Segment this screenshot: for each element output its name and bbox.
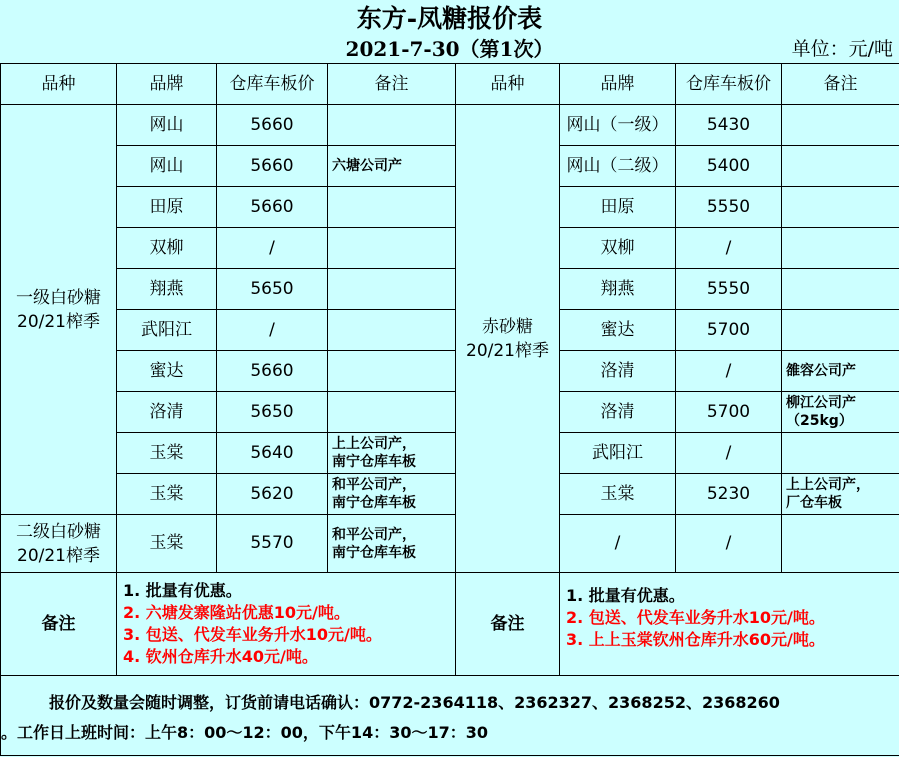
price-cell: 5650 (217, 392, 328, 433)
brand-cell: 双柳 (117, 228, 217, 269)
remark-item: 1. 批量有优惠。 (566, 586, 685, 605)
category-season: 20/21榨季 (466, 340, 549, 361)
price-cell: 5660 (217, 146, 328, 187)
table-row (1, 515, 899, 573)
page-title: 东方-凤糖报价表 (356, 4, 543, 33)
category-white-sugar-2 (1, 515, 117, 573)
note-cell (782, 228, 899, 269)
col-variety-right: 品种 (456, 64, 560, 105)
brand-cell: 翔燕 (560, 269, 676, 310)
category-name: 一级白砂糖 (16, 287, 101, 308)
table-row (1, 228, 899, 269)
price-cell: / (676, 351, 782, 392)
note-cell (782, 310, 899, 351)
brand-cell: 洛清 (117, 392, 217, 433)
price-cell: / (217, 228, 328, 269)
category-season: 20/21榨季 (17, 311, 100, 332)
price-cell: 5430 (676, 105, 782, 146)
remarks-right (560, 573, 899, 676)
remark-item: 2. 六塘发寨隆站优惠10元/吨。 (123, 603, 350, 622)
brand-cell: 网山（二级） (560, 146, 676, 187)
price-cell: 5700 (676, 392, 782, 433)
footer-hours: 。工作日上班时间：上午8：00～12：00，下午14：30～17：30 (1, 723, 488, 742)
price-cell: 5650 (217, 269, 328, 310)
remark-item: 3. 上上玉棠钦州仓库升水60元/吨。 (566, 630, 825, 649)
price-cell: / (676, 433, 782, 474)
brand-cell: 田原 (117, 187, 217, 228)
note-cell (782, 187, 899, 228)
note-cell (328, 310, 456, 351)
table-row (1, 187, 899, 228)
brand-cell: 网山（一级） (560, 105, 676, 146)
col-remark-right: 备注 (782, 64, 899, 105)
brand-cell: 网山 (117, 146, 217, 187)
brand-cell: 玉棠 (117, 515, 217, 573)
table-row (1, 269, 899, 310)
price-cell: 5570 (217, 515, 328, 573)
table-row (1, 146, 899, 187)
col-variety-left: 品种 (1, 64, 117, 105)
price-cell: 5620 (217, 474, 328, 515)
price-table (0, 63, 899, 756)
brand-cell: 田原 (560, 187, 676, 228)
brand-cell: 洛清 (560, 392, 676, 433)
note-cell (782, 433, 899, 474)
brand-cell: 玉棠 (117, 433, 217, 474)
price-cell: 5640 (217, 433, 328, 474)
brand-cell: 双柳 (560, 228, 676, 269)
table-row (1, 310, 899, 351)
price-cell: 5660 (217, 105, 328, 146)
table-row (1, 433, 899, 474)
footer (1, 676, 899, 756)
remarks-label-right: 备注 (456, 573, 560, 676)
note-cell (782, 105, 899, 146)
table-row (1, 392, 899, 433)
remarks-row (1, 573, 899, 676)
note-cell: 雒容公司产 (782, 351, 899, 392)
note-cell: 上上公司产， 厂仓车板 (782, 474, 899, 515)
price-cell: / (676, 228, 782, 269)
col-remark-left: 备注 (328, 64, 456, 105)
note-cell (328, 228, 456, 269)
category-white-sugar-1 (1, 105, 117, 515)
note-cell: 上上公司产， 南宁仓库车板 (328, 433, 456, 474)
category-brown-sugar (456, 105, 560, 573)
brand-cell: / (560, 515, 676, 573)
table-row (1, 351, 899, 392)
col-price-right: 仓库车板价 (676, 64, 782, 105)
price-cell: 5700 (676, 310, 782, 351)
note-cell: 和平公司产， 南宁仓库车板 (328, 474, 456, 515)
brand-cell: 网山 (117, 105, 217, 146)
footer-contact: 报价及数量会随时调整，订货前请电话确认：0772-2364118、2362327、2368252、2368260 (49, 693, 780, 712)
category-name: 赤砂糖 (482, 316, 533, 337)
price-cell: 5550 (676, 269, 782, 310)
date-line: 2021-7-30（第1次） (345, 37, 554, 61)
price-cell: 5550 (676, 187, 782, 228)
col-brand-left: 品牌 (117, 64, 217, 105)
price-cell: 5660 (217, 187, 328, 228)
brand-cell: 玉棠 (560, 474, 676, 515)
note-cell (328, 351, 456, 392)
price-cell: 5660 (217, 351, 328, 392)
remark-item: 3. 包送、代发车业务升水10元/吨。 (123, 625, 382, 644)
price-cell: / (676, 515, 782, 573)
col-brand-right: 品牌 (560, 64, 676, 105)
footer-row (1, 676, 899, 756)
brand-cell: 武阳江 (117, 310, 217, 351)
note-cell: 柳江公司产 （25kg） (782, 392, 899, 433)
note-cell (328, 269, 456, 310)
table-row (1, 474, 899, 515)
header-row (1, 64, 899, 105)
note-cell (782, 269, 899, 310)
brand-cell: 翔燕 (117, 269, 217, 310)
table-row (1, 105, 899, 146)
note-cell (782, 515, 899, 573)
remark-item: 2. 包送、代发车业务升水10元/吨。 (566, 608, 825, 627)
note-cell (328, 105, 456, 146)
note-cell: 六塘公司产 (328, 146, 456, 187)
note-cell (328, 392, 456, 433)
brand-cell: 蜜达 (117, 351, 217, 392)
brand-cell: 洛清 (560, 351, 676, 392)
unit-label: 单位：元/吨 (791, 38, 893, 60)
price-cell: 5400 (676, 146, 782, 187)
brand-cell: 武阳江 (560, 433, 676, 474)
category-name: 二级白砂糖 (16, 521, 101, 542)
price-cell: 5230 (676, 474, 782, 515)
remark-item: 1. 批量有优惠。 (123, 581, 242, 600)
note-cell (328, 187, 456, 228)
remarks-label-left: 备注 (1, 573, 117, 676)
remark-item: 4. 钦州仓库升水40元/吨。 (123, 647, 318, 666)
col-price-left: 仓库车板价 (217, 64, 328, 105)
category-season: 20/21榨季 (17, 545, 100, 566)
note-cell (782, 146, 899, 187)
price-cell: / (217, 310, 328, 351)
brand-cell: 蜜达 (560, 310, 676, 351)
brand-cell: 玉棠 (117, 474, 217, 515)
note-cell: 和平公司产， 南宁仓库车板 (328, 515, 456, 573)
remarks-left (117, 573, 456, 676)
